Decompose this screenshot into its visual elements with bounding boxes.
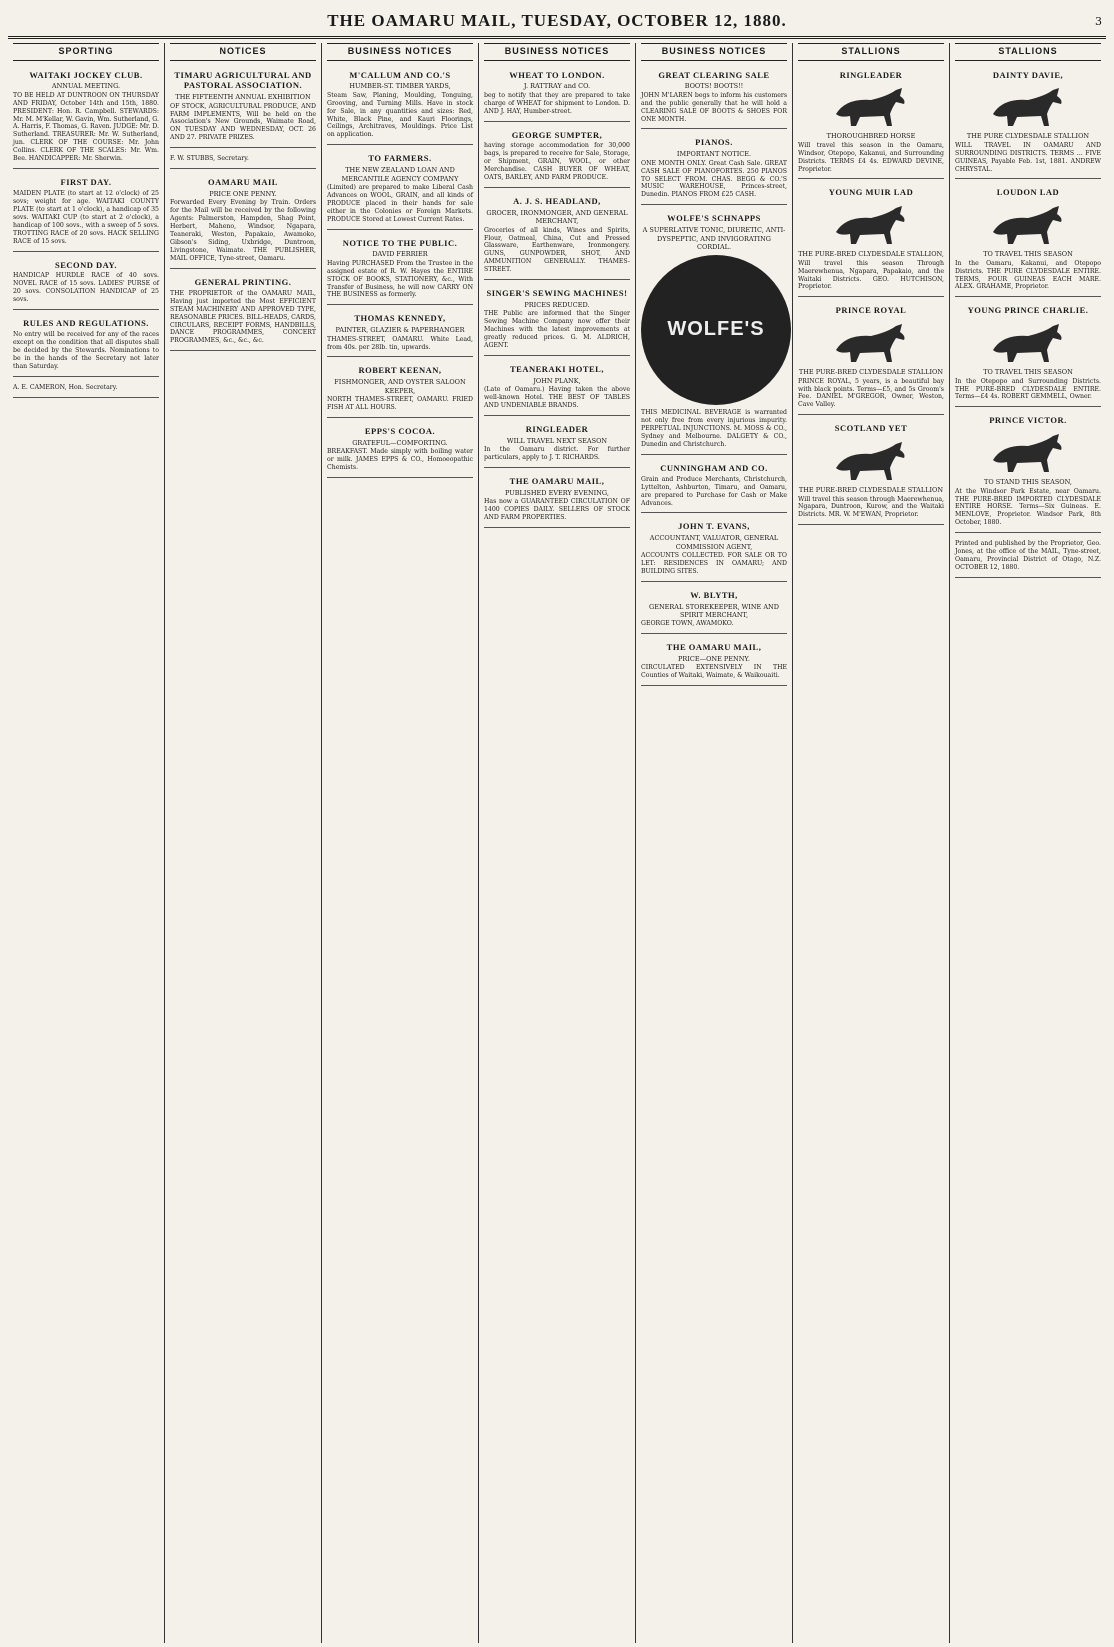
advertisement (798, 182, 944, 297)
masthead (8, 6, 1106, 39)
horse-illustration-icon (983, 320, 1073, 364)
advertisement (798, 418, 944, 525)
ad-title: THE OAMARU MAIL, (666, 642, 762, 653)
ad-subtitle: TO STAND THIS SEASON, (984, 478, 1072, 487)
ad-title: PRINCE ROYAL (835, 305, 907, 316)
ad-title: ROBERT KEENAN, (358, 365, 442, 376)
advertisement (641, 458, 787, 514)
advertisement (170, 151, 316, 169)
ad-body: Having PURCHASED From the Trustee in the assigned estate of R. W. Hayes the ENTIRE STOCK OF BOOKS, STATIONERY, &c., With Transfer of Business, he will now CARRY ON THE BUSINESS as formerly. (327, 259, 473, 299)
ad-subtitle: DAVID FERRIER (372, 250, 428, 259)
ad-title: LOUDON LAD (996, 187, 1060, 198)
ad-title: GREAT CLEARING SALE (658, 69, 770, 80)
ad-body: JOHN M'LAREN begs to inform his customers and the public generally that he will hold a CLEARING SALE OF BOOTS & SHOES FOR ONE MONTH. (641, 91, 787, 123)
advertisement (327, 148, 473, 229)
advertisement (327, 421, 473, 478)
ad-body: Will travel this season in the Oamaru, Windsor, Otepopo, Kakanui, and Surrounding Districts. TERMS £4 4s. EDWARD DEVINE, Proprietor. (798, 141, 944, 173)
ad-body: beg to notify that they are prepared to take charge of WHEAT for shipment to London. D. AND J. HAY, Humber-street. (484, 91, 630, 115)
advertisement (13, 313, 159, 377)
advertisement (484, 283, 630, 356)
advertisement (641, 132, 787, 205)
ad-title: RINGLEADER (839, 69, 903, 80)
ad-body: Forwarded Every Evening by Train. Orders for the Mail will be received by the following Agents: Palmerston, Hampden, Shag Point, Herbert, Maheno, Windsor, Ngapara, Teaneraki, Weston, Papakaio, Awamoko, Gibson's Siding, Uxbridge, Duntroon, Livingstone, Waimate. THE PUBLISHER, MAIL OFFICE, Tyne-street, Oamaru. (170, 199, 316, 262)
advertisement (955, 182, 1101, 297)
advertisement (955, 300, 1101, 407)
advertisement (13, 255, 159, 311)
schnapps-emblem (641, 255, 791, 405)
ad-body: Will travel this season Through Maerewhenua, Ngapara, Papakaio, and the Waitaki Districts. GEO. HUTCHISON, Proprietor. (798, 259, 944, 291)
ad-subtitle: THE PURE CLYDESDALE STALLION (966, 132, 1090, 141)
ad-subtitle: J. RATTRAY and CO. (523, 82, 591, 91)
ad-subtitle: ACCOUNTANT, VALUATOR, GENERAL COMMISSION AGENT, (649, 534, 779, 551)
ad-title: TEANERAKI HOTEL, (510, 364, 604, 375)
ad-body: In the Oamaru, Kakanui, and Otepopo Districts. THE PURE CLYDESDALE ENTIRE. TERMS, FOUR GUINEAS EACH MARE. ALEX. GRAHAME, Proprietor. (955, 259, 1101, 291)
horse-illustration-icon (826, 320, 916, 364)
horse-illustration-icon (826, 438, 916, 482)
ad-title: WAITAKI JOCKEY CLUB. (29, 69, 143, 80)
ad-body: BREAKFAST. Made simply with boiling water or milk. JAMES EPPS & CO., Homoeopathic Chemists. (327, 448, 473, 471)
ad-subtitle: PUBLISHED EVERY EVENING, (505, 489, 609, 498)
ad-subtitle: PAINTER, GLAZIER & PAPERHANGER (335, 326, 465, 335)
advertisement (641, 637, 787, 686)
ad-subtitle: PRICES REDUCED. (524, 301, 590, 310)
ad-title: CUNNINGHAM AND CO. (660, 462, 768, 473)
ad-body: CIRCULATED EXTENSIVELY IN THE Counties of Waitaki, Waimate, & Waikouaiti. (641, 664, 787, 680)
column-heading: SPORTING (13, 43, 159, 61)
advertisement (327, 360, 473, 417)
advertisement (484, 125, 630, 189)
ad-body: F. W. STUBBS, Secretary. (170, 155, 249, 163)
ad-title: SINGER'S SEWING MACHINES! (486, 288, 628, 299)
ad-body: (Late of Oamaru.) Having taken the above well-known Hotel. THE BEST OF TABLES AND UNDENIABLE BRANDS. (484, 386, 630, 410)
ad-body: Grain and Produce Merchants, Christchurch, Lyttelton, Ashburton, Timaru, and Oamaru, are prepared to Purchase for Cash or Make Advances. (641, 475, 787, 507)
ad-subtitle: TO TRAVEL THIS SEASON (983, 368, 1073, 377)
ad-title: TIMARU AGRICULTURAL AND PASTORAL ASSOCIATION. (174, 69, 312, 91)
ad-subtitle: HUMBER-ST. TIMBER YARDS, (349, 82, 451, 91)
advertisement (13, 380, 159, 398)
ad-subtitle: THE PURE-BRED CLYDESDALE STALLION, (798, 250, 944, 259)
ad-title: FIRST DAY. (60, 177, 112, 188)
horse-illustration-icon (983, 84, 1073, 128)
ad-subtitle: WILL TRAVEL NEXT SEASON (506, 436, 608, 445)
advertisement (955, 410, 1101, 533)
ad-body: THAMES-STREET, OAMARU. White Lead, from 40s. per 28lb. tin, upwards. (327, 335, 473, 351)
column-7 (950, 43, 1106, 1643)
ad-subtitle: THE FIFTEENTH ANNUAL EXHIBITION (175, 93, 311, 102)
ad-subtitle: THE PURE-BRED CLYDESDALE STALLION (798, 486, 944, 495)
ad-title: EPPS'S COCOA. (364, 425, 436, 436)
ad-body: NORTH THAMES-STREET, OAMARU. FRIED FISH AT ALL HOURS. (327, 395, 473, 411)
advertisement (13, 65, 159, 170)
ad-subtitle: GRATEFUL—COMFORTING. (352, 438, 448, 447)
ad-subtitle: THOROUGHBRED HORSE (826, 132, 916, 141)
ad-subtitle: TO TRAVEL THIS SEASON (983, 250, 1073, 259)
advertisement (641, 516, 787, 581)
horse-illustration-icon (983, 202, 1073, 246)
ad-subtitle: THE NEW ZEALAND LOAN AND MERCANTILE AGENCY COMPANY (341, 166, 459, 183)
column-heading: BUSINESS NOTICES (484, 43, 630, 61)
ad-title: M'CALLUM AND CO.'S (349, 69, 451, 80)
advertisement (327, 65, 473, 146)
ad-subtitle: FISHMONGER, AND OYSTER SALOON KEEPER, (334, 378, 466, 395)
ad-subtitle: IMPORTANT NOTICE. (676, 150, 752, 159)
horse-illustration-icon (826, 84, 916, 128)
advertisement (170, 272, 316, 351)
ad-title: PRINCE VICTOR. (989, 415, 1067, 426)
column-heading: STALLIONS (798, 43, 944, 61)
ad-title: NOTICE TO THE PUBLIC. (342, 237, 458, 248)
column-heading: BUSINESS NOTICES (641, 43, 787, 61)
column-heading: STALLIONS (955, 43, 1101, 61)
ad-body: WILL TRAVEL IN OAMARU AND SURROUNDING DISTRICTS. TERMS ... FIVE GUINEAS, Payable Feb. 1st, 1881. ANDREW CHRYSTAL. (955, 141, 1101, 173)
advertisement (484, 191, 630, 280)
ad-body: TO BE HELD AT DUNTROON ON THURSDAY AND FRIDAY, October 14th and 15th, 1880. PRESIDENT: Hon. R. Campbell. STEWARDS: Mr. M. M'Kellar, W. Gavin, Wm. Sutherland, G. A. Harris, F. Thomas, G. Raven. JUDGE: Mr. D. Sutherland. TREASURER: Mr. W. Sutherland, jun. CLERK OF THE COURSE: Mr. John Collins. CLERK OF THE SCALES: Mr. Wm. Bee. HANDICAPPER: Mr. Sherwin. (13, 91, 159, 163)
advertisement (13, 172, 159, 251)
ad-title: WOLFE'S SCHNAPPS (667, 213, 761, 224)
column-heading: BUSINESS NOTICES (327, 43, 473, 61)
ad-body: MAIDEN PLATE (to start at 12 o'clock) of 25 sovs; weight for age. WAITAKI COUNTY PLATE (to start at 1 o'clock), a handicap of 35 sovs. WAITAKI CUP (to start at 2 o'clock), a handicap of 100 sovs., with a sweep of 5 sovs. TROTTING RACE of 20 sovs. HACK SELLING RACE of 15 sovs. (13, 190, 159, 245)
ad-title: JOHN T. EVANS, (678, 521, 750, 532)
ad-body: No entry will be received for any of the races except on the condition that all disputes shall be decided by the Stewards. Nominations to be in the hands of the Secretary not later than Saturday. (13, 331, 159, 370)
ad-title: WHEAT TO LONDON. (509, 69, 605, 80)
advertisement (484, 471, 630, 528)
columns-container (8, 43, 1106, 1643)
ad-title: GEORGE SUMPTER, (511, 129, 603, 140)
ad-body: THE PROPRIETOR of the OAMARU MAIL, Having just imported the Most EFFICIENT STEAM MACHINERY AND APPROVED TYPE, REASONABLE PRICES. BILL-HEADS, CARDS, CIRCULARS, RECEIPT FORMS, HANDBILLS, DANCE PROGRAMMES, CONCERT PROGRAMMES, &c., &c., &c. (170, 289, 316, 345)
ad-subtitle: GROCER, IRONMONGER, AND GENERAL MERCHANT, (486, 208, 628, 226)
column-6 (793, 43, 950, 1643)
ad-subtitle: GENERAL STOREKEEPER, WINE AND SPIRIT MERCHANT, (649, 602, 779, 619)
advertisement (798, 65, 944, 180)
ad-subtitle: ANNUAL MEETING. (51, 82, 121, 91)
advertisement (641, 208, 787, 455)
ad-title: YOUNG MUIR LAD (828, 187, 914, 198)
ad-title: YOUNG PRINCE CHARLIE. (967, 305, 1089, 316)
column-1 (8, 43, 165, 1643)
ad-body: having storage accommodation for 30,000 bags, is prepared to receive for Sale, Storage, or Shipment, GRAIN, WOOL, or other Merchandise. CASH BUYER OF WHEAT, OATS, BARLEY, AND FARM PRODUCE. (484, 142, 630, 182)
ad-subtitle: PRICE ONE PENNY. (209, 190, 277, 199)
ad-body: At the Windsor Park Estate, near Oamaru. THE PURE-BRED IMPORTED CLYDESDALE ENTIRE HORSE. Terms—Six Guineas. E. MENLOVE, Proprietor. Windsor Park, 8th October, 1880. (955, 487, 1101, 527)
ad-body: Will travel this season through Maerewhenua, Ngapara, Duntroon, Kurow, and the Waitaki Districts. MR. W. M'EWAN, Proprietor. (798, 495, 944, 519)
advertisement (484, 419, 630, 468)
advertisement (170, 172, 316, 269)
ad-title: PIANOS. (695, 137, 733, 148)
ad-body: Has now a GUARANTEED CIRCULATION OF 1400 COPIES DAILY. SELLERS OF STOCK AND FARM PROPERTIES. (484, 498, 630, 522)
horse-illustration-icon (826, 202, 916, 246)
ad-subtitle: PRICE—ONE PENNY. (678, 655, 750, 664)
ad-title: SCOTLAND YET (834, 423, 908, 434)
ad-body: THIS MEDICINAL BEVERAGE is warranted not only free from every injurious impurity. PERPETUAL INJUNCTIONS. M. MOSS & CO., Sydney and Melbourne. DALGETY & CO., Dunedin and Christchurch. (641, 409, 787, 448)
ad-subtitle: A SUPERLATIVE TONIC, DIURETIC, ANTI-DYSPEPTIC, AND INVIGORATING CORDIAL. (642, 226, 786, 251)
ad-body: OF STOCK, AGRICULTURAL PRODUCE, AND FARM IMPLEMENTS, Will be held on the Association's New Grounds, Waimate Road, ON TUESDAY AND WEDNESDAY, OCT. 26 AND 27. PRIVATE PRIZES. (170, 102, 316, 142)
ad-subtitle: THE PURE-BRED CLYDESDALE STALLION (798, 368, 944, 377)
advertisement (484, 65, 630, 122)
advertisement (327, 233, 473, 306)
advertisement (955, 536, 1101, 578)
advertisement (955, 65, 1101, 180)
ad-title: W. BLYTH, (690, 589, 738, 600)
advertisement (798, 300, 944, 415)
ad-title: GENERAL PRINTING. (194, 276, 292, 287)
ad-title: OAMARU MAIL (208, 177, 278, 188)
ad-title: A. J. S. HEADLAND, (513, 196, 601, 207)
ad-body: In the Oamaru district. For further particulars, apply to J. T. RICHARDS. (484, 446, 630, 462)
ad-title: DAINTY DAVIE, (992, 69, 1064, 80)
schnapps-emblem-text: WOLFE'S (667, 318, 765, 341)
page-number: 3 (1095, 14, 1102, 28)
advertisement (170, 65, 316, 149)
ad-title: RULES AND REGULATIONS. (23, 318, 149, 329)
ad-body: Groceries of all kinds, Wines and Spirits, Flour, Oatmeal, China, Cut and Pressed Glassware, Earthenware, Ironmongery. GUNS, GUNPOWDER, SHOT, AND AMMUNITION GENERALLY. THAMES-STREET. (484, 226, 630, 274)
ad-body: A. E. CAMERON, Hon. Secretary. (13, 383, 118, 391)
ad-body: In the Otepopo and Surrounding Districts. THE PURE-BRED CLYDESDALE ENTIRE. Terms—£4 4s. ROBERT GEMMELL, Owner. (955, 377, 1101, 401)
ad-body: THE Public are informed that the Singer Sewing Machine Company now offer their Machines with the latest improvements at greatly reduced prices. G. M. ALDRICH, AGENT. (484, 310, 630, 350)
horse-illustration-icon (983, 430, 1073, 474)
ad-body: GEORGE TOWN, AWAMOKO. (641, 620, 734, 628)
ad-title: TO FARMERS. (368, 153, 432, 164)
ad-title: RINGLEADER (525, 424, 589, 435)
ad-body: ACCOUNTS COLLECTED. FOR SALE OR TO LET: RESIDENCES IN OAMARU; AND BUILDING SITES. (641, 551, 787, 575)
column-heading: NOTICES (170, 43, 316, 61)
ad-title: THE OAMARU MAIL, (509, 476, 605, 487)
ad-title: THOMAS KENNEDY, (354, 313, 446, 324)
ad-subtitle: BOOTS! BOOTS!! (684, 82, 744, 91)
newspaper-title: THE OAMARU MAIL, TUESDAY, OCTOBER 12, 1880. (327, 11, 787, 30)
advertisement (484, 359, 630, 416)
advertisement (327, 308, 473, 357)
advertisement (641, 585, 787, 634)
column-3 (322, 43, 479, 1643)
ad-body: HANDICAP HURDLE RACE of 40 sovs. NOVEL RACE of 15 sovs. LADIES' PURSE of 20 sovs. CONSOLATION HANDICAP of 25 sovs. (13, 272, 159, 304)
column-2 (165, 43, 322, 1643)
ad-body: Steam Saw, Planing, Moulding, Tonguing, Grooving, and Turning Mills. Have in stock for Sale, in any quantities and sizes: Red, White, Black Pine, and Kauri Floorings, Ceilings, Architraves, Mouldings. Price List on application. (327, 91, 473, 139)
ad-body: (Limited) are prepared to make Liberal Cash Advances on WOOL, GRAIN, and all kinds of PRODUCE placed in their hands for sale either in the Colonies or Foreign Markets. PRODUCE Stored at Lowest Current Rates. (327, 183, 473, 223)
ad-body: Printed and published by the Proprietor, Geo. Jones, at the office of the MAIL, Tyne-street, Oamaru, Provincial District of Otago, N.Z. OCTOBER 12, 1880. (955, 540, 1101, 572)
ad-title: SECOND DAY. (54, 259, 118, 270)
ad-body: ONE MONTH ONLY. Great Cash Sale. GREAT CASH SALE OF PIANOFORTES. 250 PIANOS TO SELECT FROM. CHAS. BEGG & CO.'S MUSIC WAREHOUSE, Princes-street, Dunedin. PIANOS FROM £25 CASH. (641, 159, 787, 199)
advertisement (641, 65, 787, 130)
column-5 (636, 43, 793, 1643)
column-4 (479, 43, 636, 1643)
ad-body: PRINCE ROYAL, 5 years, is a beautiful bay with black points. Terms—£5, and 5s Groom's Fee. DANIEL M'GREGOR, Owner, Weston, Cave Valley. (798, 377, 944, 409)
ad-subtitle: JOHN PLANK, (533, 376, 581, 385)
